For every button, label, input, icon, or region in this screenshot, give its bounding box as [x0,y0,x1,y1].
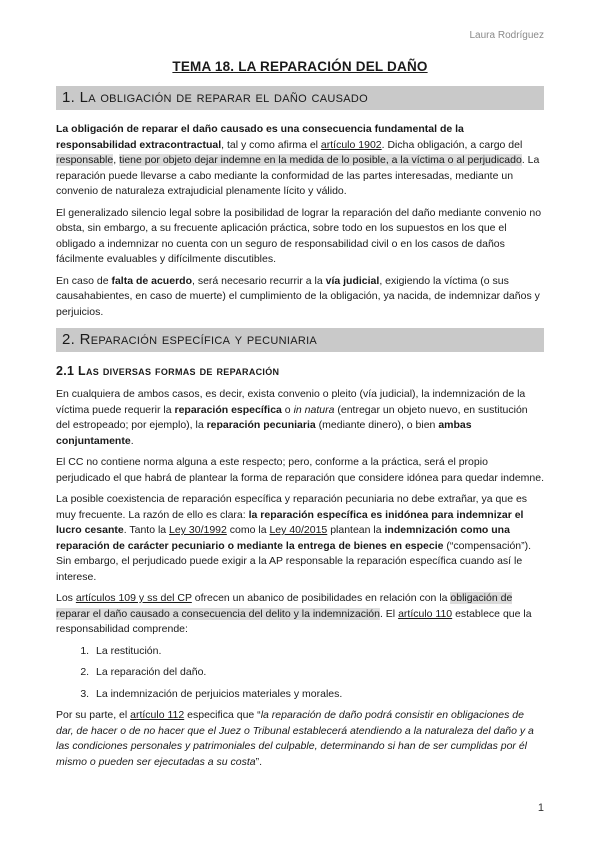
text: En cualquiera de ambos casos, es decir, exista convenio o pleito (vía judicial), la indemnización de la víctima puede requerir la [56,388,526,416]
text: ”. [255,755,263,768]
text: (mediante dinero), o bien [315,419,439,431]
list-item: 2. La reparación del daño. [92,665,544,681]
page-number: 1 [537,802,544,814]
document-body [56,86,544,776]
highlight-responsable: responsable [56,154,114,166]
text: establece que la responsabilidad comprende: [56,607,532,635]
section-2-paragraph-1 [56,387,544,449]
text: , tal y como afirma el [221,138,321,151]
link-articulos-109-cp[interactable]: artículos 109 y ss del CP [75,592,192,604]
section-1-paragraph-3 [56,274,544,321]
text: o [281,403,294,416]
list-item: 1. La restitución. [92,644,544,660]
document-title: TEMA 18. LA REPARACIÓN DEL DAÑO [172,59,428,74]
text: ofrecen un abanico de posibilidades en relación con la [191,592,451,604]
section-2-paragraph-2: El CC no contiene norma alguna a este respecto; pero, conforme a la práctica, será el propio perjudicado el que habrá de plantear la forma de reparación que considere idónea para quedar indemne. [56,456,545,484]
bold-text: vía judicial [325,274,380,287]
text: , será necesario recurrir a la [191,274,326,287]
section-1-paragraph-2: El generalizado silencio legal sobre la posibilidad de lograr la reparación del daño mediante convenio no obsta, sin embargo, a su frecuente aplicación práctica, sobre todo en los supuestos en los que el obligado a indemnizar no cuenta con un seguro de responsabilidad civil o en los casos de daños fácilmente evaluables y difícilmente discutibles. [56,206,542,265]
italic-quote: la reparación de daño podrá consistir en obligaciones de dar, de hacer o de no hacer que el Juez o Tribunal establecerá atendiendo a la naturaleza del daño y a las condiciones personales y patrimoniales del culpable, determinando si han de ser cumplidas por él mismo o pueden ser ejecutadas a su costa [56,709,534,768]
list-item: 3. La indemnización de perjuicios materiales y morales. [92,687,544,703]
bold-text: reparación pecuniaria [206,419,316,431]
text: . Dicha obligación, a cargo del [381,138,523,151]
bold-text: ambas conjuntamente [56,419,472,447]
responsibility-list [56,644,544,703]
text: . [130,434,134,447]
text: (entregar un objeto nuevo, en sustitución del estropeado; por ejemplo), la [56,403,528,431]
link-articulo-1902[interactable]: artículo 1902 [320,138,382,151]
section-2-paragraph-5 [56,708,544,770]
highlight-objeto: tiene por objeto dejar indemne en la medida de lo posible, a la víctima o al perjudicado [119,154,522,166]
bold-text: reparación específica [174,403,282,416]
section-2-paragraph-3 [56,492,544,585]
section-1-paragraph-1 [56,122,544,200]
section-2-paragraph-4 [56,591,544,638]
section-2-heading: 2. Reparación específica y pecuniaria [56,328,544,352]
link-articulo-110[interactable]: artículo 110 [398,607,453,620]
italic-text: in natura [293,403,335,416]
text: En caso de [56,274,112,287]
text: Los [56,592,76,604]
text: . El [379,607,399,620]
link-ley-40-2015[interactable]: Ley 40/2015 [269,524,328,536]
text: . Tanto la [123,524,170,536]
text: Por su parte, el [56,709,131,721]
link-articulo-112[interactable]: artículo 112 [130,709,185,721]
bold-text: falta de acuerdo [111,274,192,287]
bold-text: La obligación de reparar el daño causado es una consecuencia fundamental de la responsabilidad extracontractual [56,123,464,151]
author-name: Laura Rodríguez [469,30,544,41]
text: (“compensación”). Sin embargo, el perjudicado puede exigir a la AP responsable la reparación específica cuando así le interese. [56,539,532,583]
bold-text: indemnización como una reparación de carácter pecuniario o mediante la entrega de bienes en especie [56,524,510,552]
subsection-2-1-heading: 2.1 Las diversas formas de reparación [56,364,280,378]
text: plantean la [327,524,385,536]
highlight-obligacion: obligación de reparar el daño causado a consecuencia del delito y la indemnización [56,592,513,620]
link-ley-30-1992[interactable]: Ley 30/1992 [169,524,227,536]
text: . La reparación puede llevarse a cabo mediante la conformidad de las partes interesadas, mediante un convenio de naturaleza extrajudicial plenamente lícito y válido. [56,154,540,197]
section-1-heading: 1. La obligación de reparar el daño causado [56,86,544,110]
bold-text: la reparación específica es inidónea para indemnizar el lucro cesante [56,508,524,536]
text: , [113,154,120,166]
text: especifica que “ [184,709,261,721]
text: La posible coexistencia de reparación específica y reparación pecuniaria no debe extrañar, ya que es muy frecuente. La razón de ello es clara: [56,493,528,521]
text: como la [226,524,270,536]
text: , exigiendo la víctima (o sus causahabientes, en caso de muerte) el cumplimiento de la obligación, ya nacida, de indemnizar daños y perjuicios. [56,274,540,318]
